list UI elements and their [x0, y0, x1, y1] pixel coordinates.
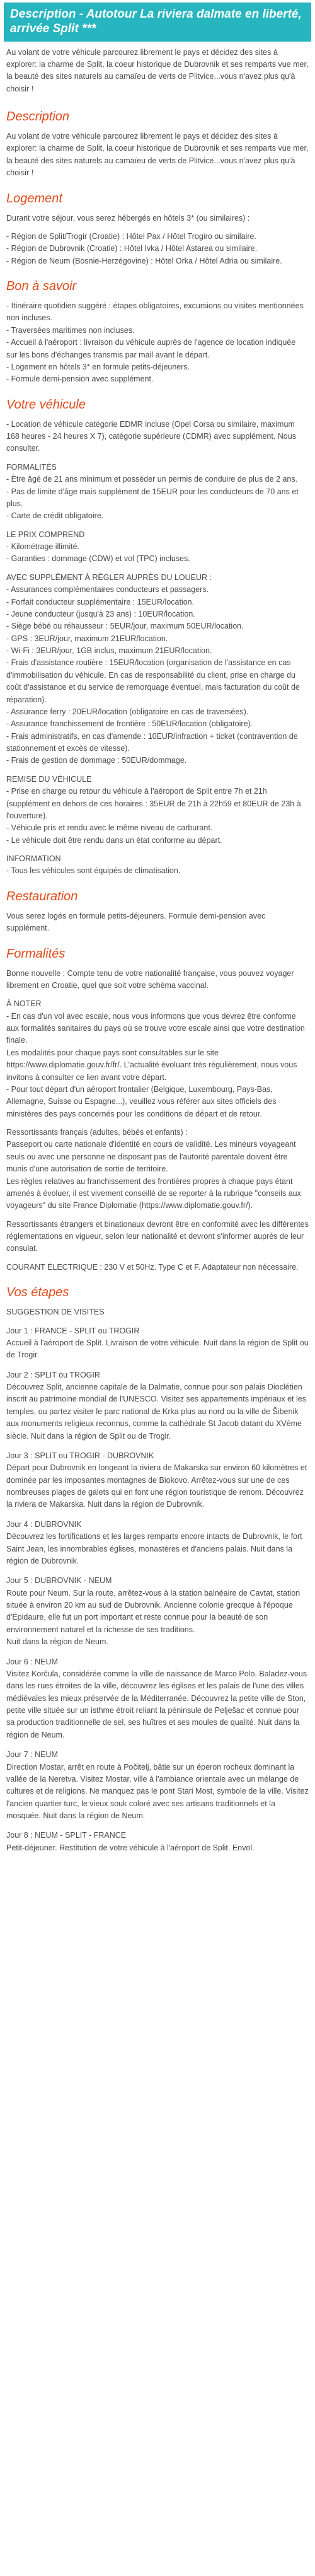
itinerary-day: Jour 7 : NEUM Direction Mostar, arrêt en route à Počitelj, bâtie sur un éperon rocheux dominant la vallée de la Neretva. Visitez Mostar, ville à l'ambiance orientale avec un mélange de cultures et de religions. Ne manquez pas le pont Stari Most, symbole de la ville. Visitez l'ancien quartier turc, le vieux souk coloré avec ses artisans traditionnels et la mosquée. Nuit dans la région de Neum.	[6, 1750, 309, 1821]
vehicule-location: - Location de véhicule catégorie EDMR incluse (Opel Corsa ou similaire, maximum 168 heures - 24 heures X 7), catégorie supérieure (CDMR) avec supplément. Nous consulter.	[6, 419, 296, 453]
etapes-subtitle: SUGGESTION DE VISITES	[6, 1308, 105, 1317]
logement-section	[6, 191, 309, 268]
main-content	[0, 109, 315, 1869]
page-title-banner	[4, 3, 311, 42]
description-heading: Description	[6, 110, 70, 124]
formalites-a-noter: À NOTER - En cas d'un vol avec escale, nous vous informons que vous devrez être conforme aux formalités sanitaires du pays où se trouve votre escale ainsi que votre destination finale. Les modalités pour chaque pays sont consultables sur le site https://www.diplomatie.gouv.fr/fr/. L'actualité évoluant très régulièrement, nous vous invitons à consulter ce lien avant votre départ. - Pour tout départ d'un aéroport frontalier (Belgique, Luxembourg, Pays-Bas, Allemagne, Suisse ou Espagne...), veuillez vous référer aux sites officiels des ministères des pays concernés pour les conditions de départ et de retour.	[6, 999, 305, 1118]
description-section	[6, 109, 309, 180]
etapes-heading: Vos étapes	[6, 1285, 69, 1300]
itinerary-day: Jour 4 : DUBROVNIK Découvrez les fortifications et les larges remparts encore intacts de Dubrovnik, le fort Saint Jean, les innombrables églises, monastères et d'anciens palais. Nuit dans la région de Dubrovnik.	[6, 1519, 302, 1565]
intro-text: Au volant de votre véhicule parcourez librement le pays et décidez des sites à explorer: la charme de Split, la coeur historique de Dubrovnik et ses remparts vue mer, la beauté des sites naturels au camaïeu de verts de Plitvice...vous n'avez plus qu'à choisir !	[6, 47, 309, 93]
formalites-ressortissants-etrangers: Ressortissants étrangers et binationaux devront être en conformité avec les différentes réglementations en vigueur, selon leur nationalité et devront s'informer auprès de leur consulat.	[6, 1219, 309, 1253]
formalites-courant-electrique: COURANT ÉLECTRIQUE : 230 V et 50Hz. Type C et F. Adaptateur non nécessaire.	[6, 1262, 299, 1272]
page	[0, 3, 315, 1869]
logement-text: Durant votre séjour, vous serez hébergés en hôtels 3* (ou similaires) :	[6, 213, 250, 223]
restauration-text: Vous serez logés en formule petits-déjeuners. Formule demi-pension avec supplément.	[6, 911, 266, 933]
vehicule-information: INFORMATION - Tous les véhicules sont équipés de climatisation.	[6, 854, 181, 876]
vehicule-section	[6, 397, 309, 878]
logement-hotels: - Région de Split/Trogir (Croatie) : Hôtel Pax / Hôtel Trogiro ou similaire. - Région de Dubrovnik (Croatie) : Hôtel Ivka / Hôtel Astarea ou similaire. - Région de Neum (Bosnie-Herzégovine) : Hôtel Orka / Hôtel Adria ou similaire.	[6, 231, 282, 265]
itinerary-day: Jour 8 : NEUM - SPLIT - FRANCE Petit-déjeuner. Restitution de votre véhicule à l'aéroport de Split. Envol.	[6, 1831, 255, 1852]
restauration-heading: Restauration	[6, 889, 78, 903]
formalites-ressortissants-francais: Ressortissants français (adultes, bébés et enfants) : Passeport ou carte nationale d'identité en cours de validité. Les mineurs voyageant seuls ou avec une personne ne disposant pas de l'autorité parentale doivent être munis d'une autorisation de sortie de territoire. Les règles relatives au franchissement des frontières propres à chaque pays étant amenés à évoluer, il est vivement conseillé de se reporter à la rubrique "conseils aux voyageurs" du site France Diplomatie (https://www.diplomatie.gouv.fr/).	[6, 1128, 301, 1210]
itinerary-day: Jour 3 : SPLIT ou TROGIR - DUBROVNIK Départ pour Dubrovnik en longeant la riviera de Makarska sur environ 60 kilomètres et dominée par les imposantes montagnes de Biokovo. Arrêtez-vous sur une de ces nombreuses plages de galets qui en font une région touristique de renom. Découvrez la riviera de Makarska. Nuit dans la région de Dubrovnik.	[6, 1451, 307, 1509]
logement-heading: Logement	[6, 191, 62, 206]
formalites-heading: Formalités	[6, 946, 66, 961]
formalites-nationalite: Bonne nouvelle : Compte tenu de votre nationalité française, vous pouvez voyager librement en Croatie, quel que soit votre schéma vaccinal.	[6, 968, 294, 990]
bon-a-savoir-heading: Bon à savoir	[6, 279, 77, 294]
etapes-section	[6, 1285, 309, 1854]
itinerary-day: Jour 5 : DUBROVNIK - NEUM Route pour Neum. Sur la route, arrêtez-vous à la station balnéaire de Cavtat, station située à environ 20 km au sud de Dubrovnik. Ancienne colonie grecque à l'époque d'Épidaure, elle fut un port important et reste connue pour la beauté de son environnement naturel et la richesse de ses traditions. Nuit dans la région de Neum.	[6, 1576, 301, 1647]
restauration-section	[6, 889, 309, 935]
vehicule-heading: Votre véhicule	[6, 397, 86, 412]
page-title: Description - Autotour La riviera dalmate en liberté, arrivée Split ***	[10, 8, 302, 35]
vehicule-supplements: AVEC SUPPLÉMENT À RÉGLER AUPRÈS DU LOUEUR : - Assurances complémentaires conducteurs et passagers. - Forfait conducteur supplémentaire : 15EUR/location. - Jeune conducteur (jusqu'à 23 ans) : 10EUR/location. - Siège bébé ou réhausseur : 5EUR/jour, maximum 50EUR/location. - GPS : 3EUR/jour, maximum 21EUR/location. - Wi-Fi : 3EUR/jour, 1GB inclus, maximum 21EUR/location. - Frais d'assistance routière : 15EUR/location (organisation de l'assistance en cas d'immobilisation du véhicule. En cas de responsabilité du client, prise en charge du coût d'assistance et du service de remorquage éventuel, mais facturation du coût de réparation). - Assurance ferry : 20EUR/location (obligatoire en cas de traversées). - Assurance franchissement de frontière : 50EUR/location (obligatoire). - Frais administratifs, en cas d'amende : 10EUR/infraction + ticket (contravention de stationnement et excès de vitesse). - Frais de gestion de dommage : 50EUR/dommage.	[6, 572, 300, 765]
itinerary-day: Jour 1 : FRANCE - SPLIT ou TROGIR Accueil à l'aéroport de Split. Livraison de votre véhicule. Nuit dans la région de Split ou de Trogir.	[6, 1326, 309, 1360]
formalites-section	[6, 946, 309, 1274]
bon-a-savoir-text: - Itinéraire quotidien suggéré : étapes obligatoires, excursions ou visites mentionnées non incluses. - Traversées maritimes non incluses. - Accueil à l'aéroport : livraison du véhicule auprès de l'agence de location indiquée sur les bons d'échanges transmis par mail avant le départ. - Logement en hôtels 3* en formule petits-déjeuners. - Formule demi-pension avec supplément.	[6, 301, 304, 384]
vehicule-remise: REMISE DU VÉHICULE - Prise en charge ou retour du véhicule à l'aéroport de Split entre 7h et 21h (supplément en dehors de ces horaires : 35EUR de 21h à 22h59 et 80EUR de 23h à l'ouverture). - Véhicule pris et rendu avec le même niveau de carburant. - Le véhicule doit être rendu dans un état conforme au départ.	[6, 774, 301, 845]
itinerary-day: Jour 6 : NEUM Visitez Korčula, considérée comme la ville de naissance de Marco Polo. Baladez-vous dans les rues étroites de la ville, découvrez les églises et les palais de l'une des villes médiévales les mieux préservée de la Méditerranée. Découvrez la petite ville de Ston, petite ville située sur un isthme étroit reliant la péninsule de Pelješac et connue pour sa production traditionnelle de sel, ses huîtres et ses moules de qualité. Nuit dans la région de Neum.	[6, 1657, 307, 1739]
vehicule-formalites: FORMALITÉS - Être âgé de 21 ans minimum et posséder un permis de conduire de plus de 2 ans. - Pas de limite d'âge mais supplément de 15EUR pour les conducteurs de 70 ans et plus. - Carte de crédit obligatoire.	[6, 462, 299, 521]
bon-a-savoir-section	[6, 279, 309, 386]
vehicule-prix-comprend: LE PRIX COMPREND - Kilométrage illimité. - Garanties : dommage (CDW) et vol (TPC) incluses.	[6, 530, 190, 564]
description-text: Au volant de votre véhicule parcourez librement le pays et décidez des sites à explorer: la charme de Split, la coeur historique de Dubrovnik et ses remparts vue mer, la beauté des sites naturels au camaïeu de verts de Plitvice...vous n'avez plus qu'à choisir !	[6, 132, 309, 178]
itinerary-day: Jour 2 : SPLIT ou TROGIR Découvrez Split, ancienne capitale de la Dalmatie, connue pour son palais Dioclétien inscrit au patrimoine mondial de l'UNESCO. Visitez ses appartements impériaux et les temples, ou partez visiter le parc national de Krka plus au nord ou la ville de Šibenik aux monuments religieux reconnus, comme la cathédrale St Jacob datant du XVème siècle. Nuit dans la région de Split ou de Trogir.	[6, 1370, 306, 1441]
